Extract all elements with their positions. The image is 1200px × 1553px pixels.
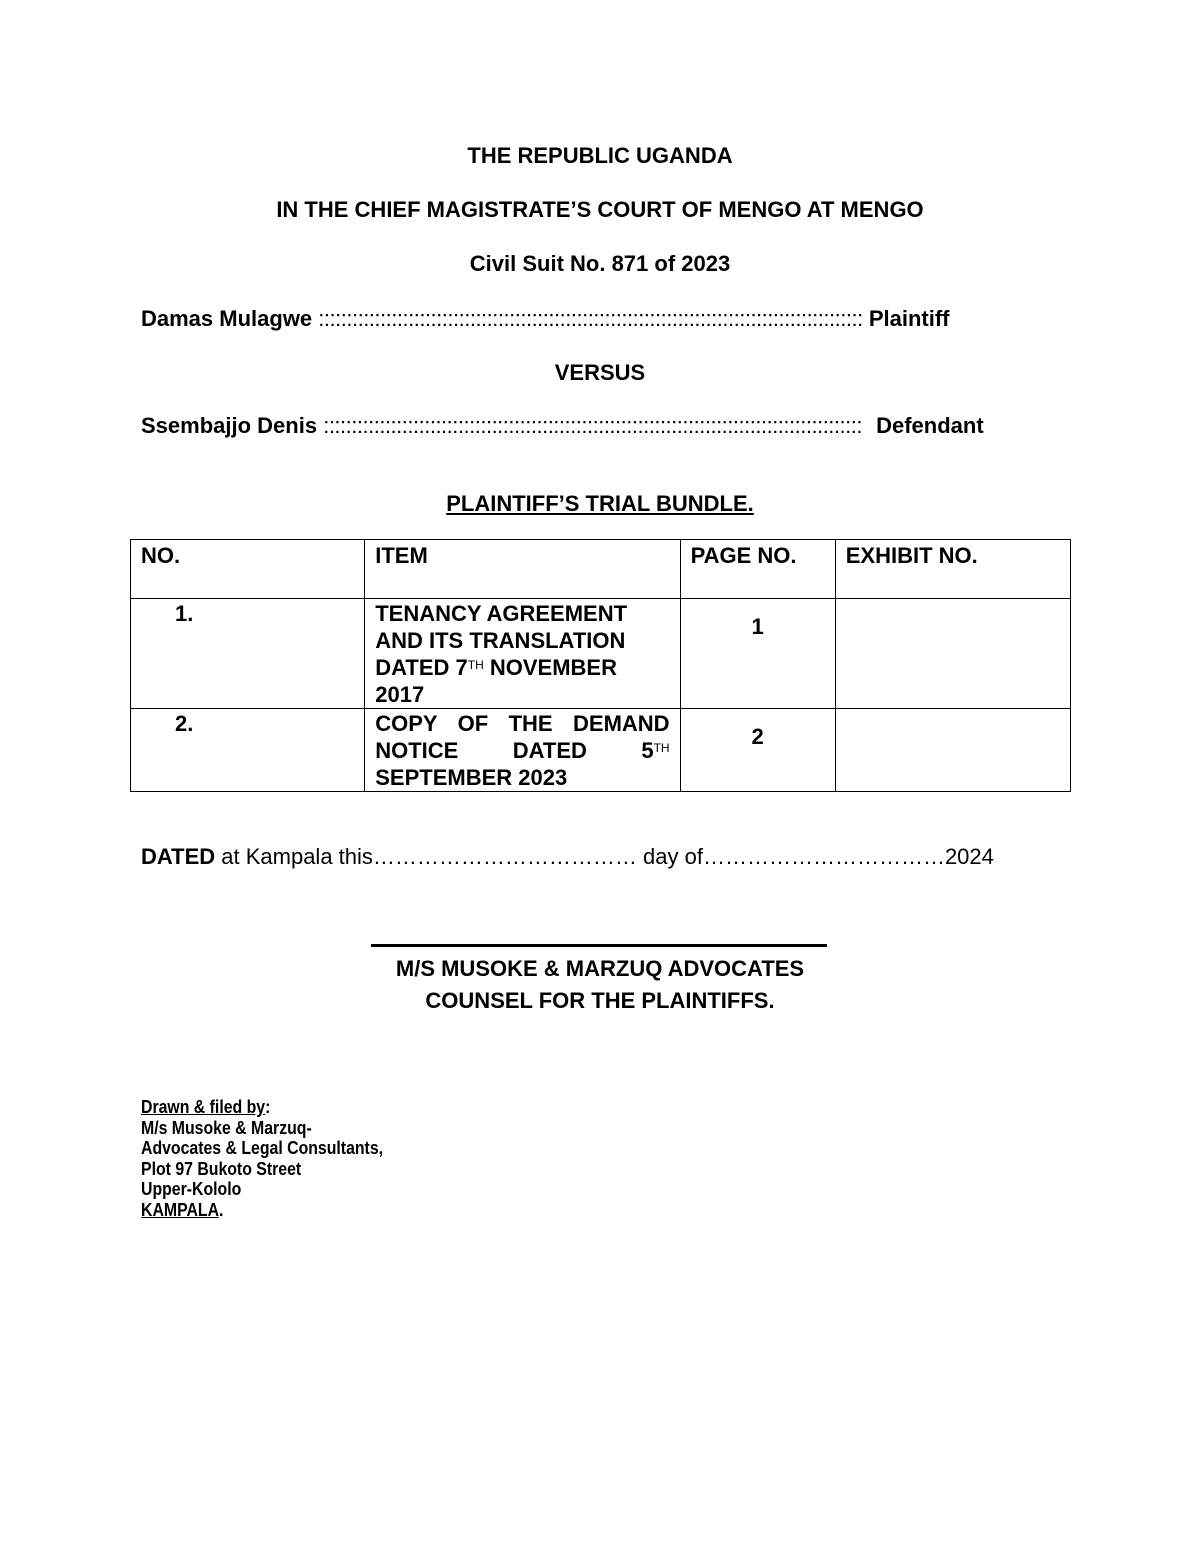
plaintiff-role: Plaintiff [868, 306, 950, 331]
bundle-table [130, 539, 1071, 792]
bundle-title: PLAINTIFF’S TRIAL BUNDLE. [446, 491, 754, 516]
header-cell-no: NO. [131, 540, 365, 599]
table-row [131, 599, 1071, 709]
row-number: 1. [131, 599, 365, 709]
header-cell-page: PAGE NO. [680, 540, 835, 599]
row-exhibit [835, 599, 1070, 709]
row-page: 2 [680, 709, 835, 792]
firm-name: M/S MUSOKE & MARZUQ ADVOCATES [395, 956, 805, 981]
row-number: 2. [131, 709, 365, 792]
row-exhibit [835, 709, 1070, 792]
row-item: COPY OF THE DEMAND NOTICE DATED 5TH SEPTEMBER 2023 [365, 709, 680, 792]
drawn-city: KAMPALA. [141, 1199, 224, 1220]
drawn-filed-heading: Drawn & filed by: [141, 1097, 271, 1117]
defendant-line [141, 413, 1041, 439]
versus-label: VERSUS [554, 360, 646, 385]
table-header-row [131, 540, 1071, 599]
dated-label: DATED [141, 844, 216, 869]
drawn-line-4: Upper-Kololo [141, 1179, 242, 1199]
bundle-title-wrap [0, 491, 1200, 517]
plaintiff-dots: ::::::::::::::::::::::::::::::::::::::::::::::::::::::::::::::::::::::::::::::::::::::::::::::::: [318, 306, 863, 331]
header-cell-item: ITEM [365, 540, 680, 599]
dated-line [141, 843, 994, 871]
plaintiff-name: Damas Mulagwe [141, 306, 313, 331]
court-heading: IN THE CHIEF MAGISTRATE’S COURT OF MENGO AT MENGO [276, 197, 924, 222]
row-page: 1 [680, 599, 835, 709]
dated-text: at Kampala this……………………………… day of……………………………2024 [215, 844, 994, 869]
defendant-role: Defendant [876, 413, 984, 438]
defendant-dots: :::::::::::::::::::::::::::::::::::::::::::::::::::::::::::::::::::::::::::::::::::::::::::::::: [323, 413, 862, 438]
drawn-line-3: Plot 97 Bukoto Street [141, 1158, 302, 1179]
table-row [131, 709, 1071, 792]
drawn-filed-block [141, 1097, 383, 1220]
row-item: TENANCY AGREEMENT AND ITS TRANSLATION DATED 7TH NOVEMBER 2017 [365, 599, 680, 709]
republic-heading: THE REPUBLIC UGANDA [467, 143, 733, 168]
drawn-line-2: Advocates & Legal Consultants, [141, 1138, 384, 1158]
header-cell-exhibit: EXHIBIT NO. [835, 540, 1070, 599]
counsel-role: COUNSEL FOR THE PLAINTIFFS. [425, 988, 775, 1013]
plaintiff-line [141, 306, 1041, 332]
drawn-line-1: M/s Musoke & Marzuq- [141, 1117, 312, 1138]
defendant-name: Ssembajjo Denis [141, 413, 318, 438]
suit-number: Civil Suit No. 871 of 2023 [469, 251, 731, 276]
signature-line [371, 944, 827, 947]
